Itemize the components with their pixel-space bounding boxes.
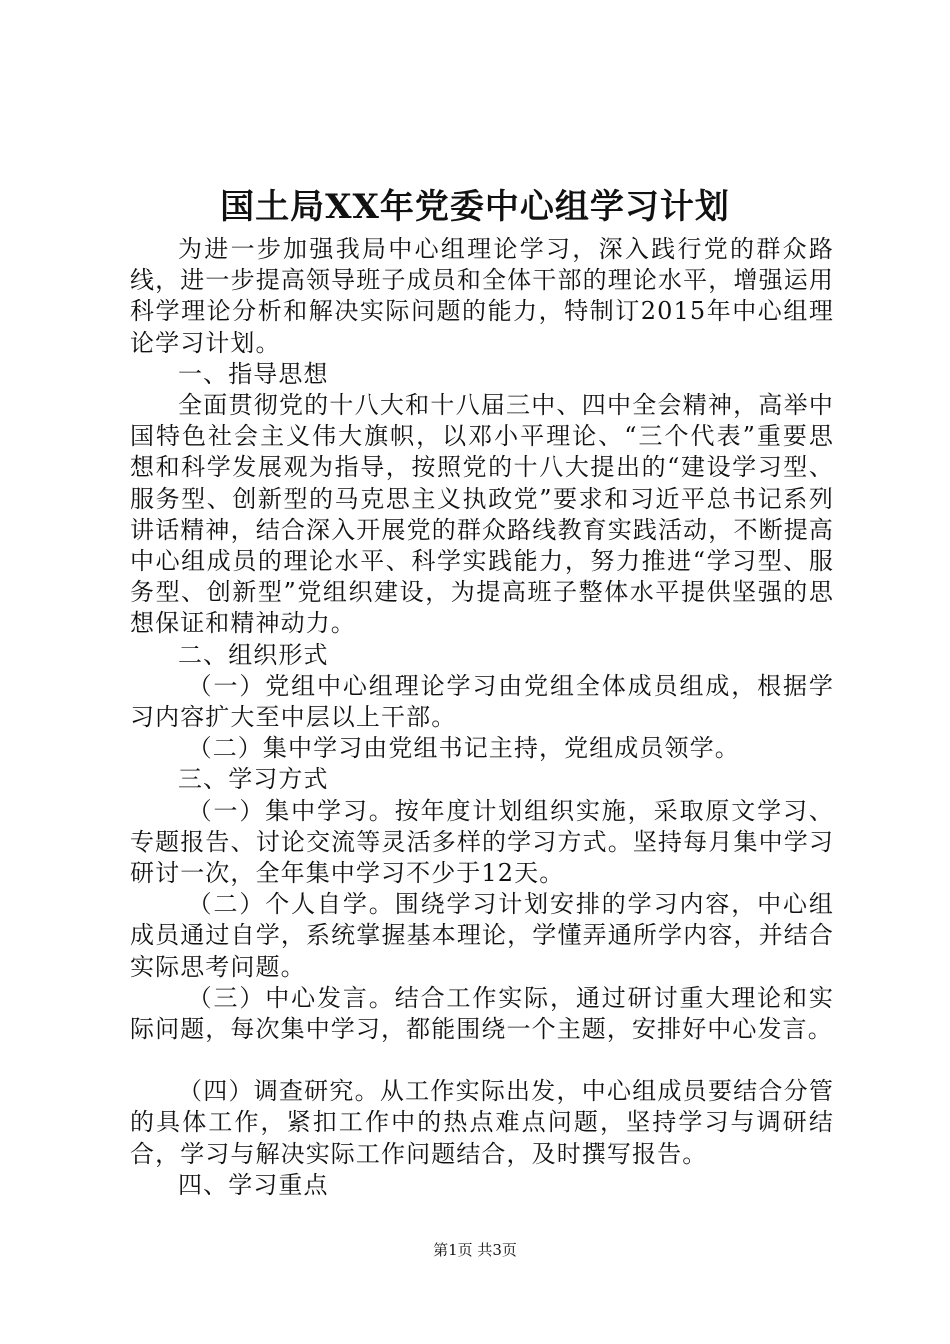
page-footer: 第1页 共3页 <box>433 1241 517 1259</box>
document-body <box>130 234 834 1201</box>
section-heading-organization: 二、组织形式 <box>178 640 329 669</box>
organization-item-1: （一）党组中心组理论学习由党组全体成员组成，根据学习内容扩大至中层以上干部。 <box>130 671 834 732</box>
paragraph-spacer <box>130 1045 834 1076</box>
guiding-thought-paragraph: 全面贯彻党的十八大和十八届三中、四中全会精神，高举中国特色社会主义伟大旗帜，以邓小平理论、“三个代表”重要思想和科学发展观为指导，按照党的十八大提出的“建设学习型、服务型、创新型的马克思主义执政党”要求和习近平总书记系列讲话精神，结合深入开展党的群众路线教育实践活动，不断提高中心组成员的理论水平、科学实践能力，努力推进“学习型、服务型、创新型”党组织建设，为提高班子整体水平提供坚强的思想保证和精神动力。 <box>130 391 834 638</box>
study-method-item-1: （一）集中学习。按年度计划组织实施，采取原文学习、专题报告、讨论交流等灵活多样的学习方式。坚持每月集中学习研讨一次，全年集中学习不少于12天。 <box>130 796 834 888</box>
section-heading-study-methods: 三、学习方式 <box>178 765 329 794</box>
organization-item-2: （二）集中学习由党组书记主持，党组成员领学。 <box>187 734 740 763</box>
study-method-item-4: （四）调查研究。从工作实际出发，中心组成员要结合分管的具体工作，紧扣工作中的热点难点问题，坚持学习与调研结合，学习与解决实际工作问题结合，及时撰写报告。 <box>130 1077 834 1168</box>
section-heading-study-focus: 四、学习重点 <box>178 1170 329 1199</box>
intro-paragraph: 为进一步加强我局中心组理论学习，深入践行党的群众路线，进一步提高领导班子成员和全体干部的理论水平，增强运用科学理论分析和解决实际问题的能力，特制订2015年中心组理论学习计划。 <box>130 235 834 357</box>
study-method-item-3: （三）中心发言。结合工作实际，通过研讨重大理论和实际问题，每次集中学习，都能围绕一个主题，安排好中心发言。 <box>130 983 834 1044</box>
section-heading-guiding-thought: 一、指导思想 <box>178 359 329 388</box>
study-method-item-2: （二）个人自学。围绕学习计划安排的学习内容，中心组成员通过自学，系统掌握基本理论，学懂弄通所学内容，并结合实际思考问题。 <box>130 890 834 981</box>
document-title: 国土局XX年党委中心组学习计划 <box>220 187 730 227</box>
